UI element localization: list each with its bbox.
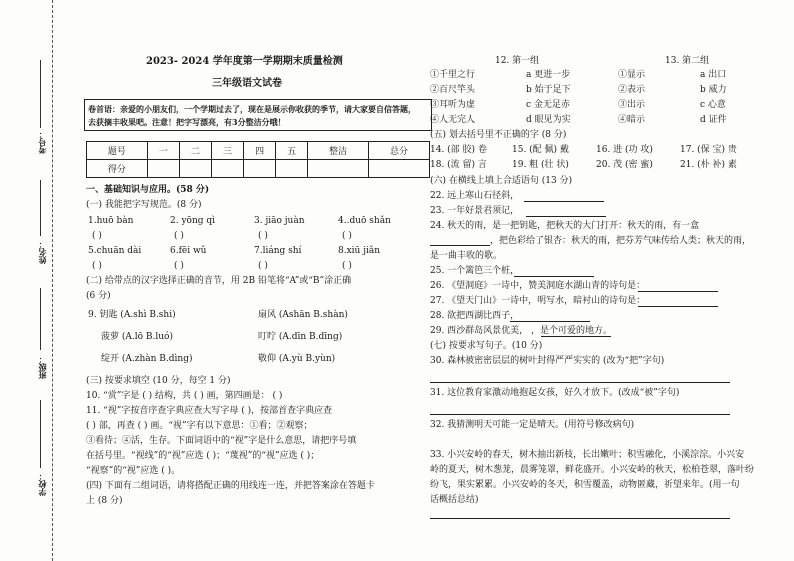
score-cell <box>179 160 211 178</box>
pronunciation-choice[interactable]: 菠萝 (A.lō B.luó) <box>101 332 173 342</box>
score-table-score-row <box>87 160 430 178</box>
question-ii-heading: (二) 给带点的汉字选择正确的音节，用 2B 铅笔将“A”或“B”涂正确 <box>86 276 352 286</box>
question-ii-score: (6 分) <box>86 291 111 301</box>
binding-cut-line <box>52 0 53 561</box>
pronunciation-choice[interactable]: 敬仰 (A.yù B.yùn) <box>258 354 336 364</box>
wrong-char-item[interactable]: 18. (流 留) 言 <box>430 160 487 170</box>
question-iv-heading: (四) 下面有二组词语，请将搭配正确的用线连一连，并把答案涂在答题卡 <box>86 481 375 491</box>
score-table-header-row <box>87 142 430 160</box>
question-25: 25. 一个篱笆三个桩， <box>430 266 520 276</box>
pinyin-7: 7.liáng shí <box>254 246 302 256</box>
question-33-line-4: 话概括总结) <box>430 495 479 505</box>
class-label: 班级： <box>37 355 47 379</box>
question-10: 10. “赏”字是 ( ) 结构，共 ( ) 画，第四画是： ( ) <box>86 391 283 401</box>
word-right[interactable]: c 心意 <box>700 100 726 110</box>
idiom-left[interactable]: ③耳听为虚 <box>430 100 476 110</box>
pinyin-5: 5.chuān dài <box>88 246 142 256</box>
score-header-cell: 三 <box>212 142 244 160</box>
notice-line-1: 卷首语：亲爱的小朋友们，一个学期过去了，现在是展示你收获的季节，请大家要自信答题， <box>88 104 416 114</box>
answer-line[interactable] <box>638 291 718 292</box>
question-24-line-2: ，把色彩给了银杏：秋天的雨，把芬芳气味传给人类；秋天的雨， <box>490 236 752 246</box>
question-24-line-1: 24. 秋天的雨，是一把钥匙，把秋天的大门打开：秋天的雨，有一盒 <box>430 221 700 231</box>
wrong-char-item[interactable]: 14. (部 胶) 卷 <box>430 145 487 155</box>
pinyin-1: 1.huō bàn <box>88 216 134 226</box>
wrong-char-item[interactable]: 16. 进 (功 攻) <box>596 145 653 155</box>
idiom-left[interactable]: ①千里之行 <box>430 70 476 80</box>
score-cell <box>244 160 276 178</box>
answer-line[interactable] <box>526 216 606 217</box>
answer-bracket[interactable]: ( ) <box>174 261 184 271</box>
question-iii-heading: (三) 按要求填空 (10 分，每空 1 分) <box>86 376 231 386</box>
question-11-line-5: “视察”的“视”应选 ( )。 <box>86 466 181 476</box>
score-header-cell: 一 <box>147 142 179 160</box>
question-31: 31. 这位教育家激动地抱起女孩，好久才放下。(改成“被”字句) <box>430 388 680 398</box>
pronunciation-choice[interactable]: 扇风 (Ashān B.shàn) <box>258 310 348 320</box>
class-line <box>40 288 41 350</box>
question-29: 29. 西沙群岛风景优美， ，是个可爱的地方。 <box>430 326 613 336</box>
idiom-right[interactable]: d 眼见为实 <box>526 115 571 125</box>
answer-line[interactable] <box>430 414 730 415</box>
question-33-line-3: 纷飞，果实累累。小兴安岭的冬天，积雪覆盖，动物匿藏，祈望来年。(用一句 <box>430 480 740 490</box>
section-1-heading: 一、基础知识与应用。(58 分) <box>86 185 210 195</box>
question-24-line-3: 是一曲丰收的歌。 <box>430 251 503 261</box>
exam-subtitle: 三年级语文试卷 <box>212 78 282 89</box>
score-header-cell: 二 <box>179 142 211 160</box>
idiom-left[interactable]: ②百尺竿头 <box>430 85 476 95</box>
question-11-line-3: ③看待；④活，生存。下面词语中的“视”字是什么意思，请把序号填 <box>86 436 357 446</box>
answer-line[interactable] <box>541 336 611 337</box>
score-header-cell: 总分 <box>369 142 430 160</box>
idiom-right[interactable]: b 始于足下 <box>526 85 571 95</box>
pinyin-2: 2. yōng qì <box>170 216 216 226</box>
wrong-char-item[interactable]: 21. (朴 补) 素 <box>680 160 737 170</box>
notice-line-2: 去获摘丰收果吧。注意！把字写漂亮，有3分整洁分哦！ <box>88 117 286 127</box>
pinyin-8: 8.xiū jiǎn <box>338 246 381 256</box>
score-header-cell: 题号 <box>87 142 148 160</box>
answer-bracket[interactable]: ( ) <box>174 231 184 241</box>
pronunciation-choice[interactable]: 绽开 (A.zhàn B.dìng) <box>101 354 193 364</box>
question-28: 28. 欲把西湖比西子， <box>430 311 520 321</box>
score-cell <box>147 160 179 178</box>
answer-line[interactable] <box>430 382 730 383</box>
question-33-line-2: 岭的夏天，树木葱茏，晨雾笼罩，鲜花盛开。小兴安岭的秋天，松柏苍翠，落叶纷 <box>430 465 755 475</box>
word-right[interactable]: b 威力 <box>700 85 727 95</box>
exam-number-line <box>40 60 41 128</box>
group-12-heading: 12. 第一组 <box>495 56 540 66</box>
wrong-char-item[interactable]: 20. 茂 (密 蜜) <box>596 160 653 170</box>
idiom-left[interactable]: ④人无完人 <box>430 115 476 125</box>
question-33-line-1: 33. 小兴安岭的春天，树木抽出新枝，长出嫩叶；积雪融化，小溪淙淙。小兴安 <box>430 450 745 460</box>
answer-line[interactable] <box>524 201 604 202</box>
answer-line[interactable] <box>510 321 590 322</box>
school-label: 学校： <box>37 472 47 496</box>
answer-line[interactable] <box>430 245 490 246</box>
pinyin-6: 6.fēi wǔ <box>170 246 207 256</box>
name-label: 姓名： <box>37 240 47 264</box>
question-i-heading: (一) 我能把字写规范。(8 分) <box>86 200 202 210</box>
word-left[interactable]: ①显示 <box>618 70 646 80</box>
question-32: 32. 我猜测明天可能一定是晴天。(用符号修改病句) <box>430 420 635 430</box>
score-header-cell: 五 <box>276 142 308 160</box>
answer-line[interactable] <box>638 306 718 307</box>
exam-number-label: 考号： <box>37 130 47 154</box>
answer-bracket[interactable]: ( ) <box>92 261 102 271</box>
answer-bracket[interactable]: ( ) <box>342 231 352 241</box>
question-11-line-4: 在括号里。“视线”的“视”应选 ( )；“蔑视”的“视”应选 ( )； <box>86 451 320 461</box>
wrong-char-item[interactable]: 15. (配 佩) 戴 <box>512 145 569 155</box>
score-row-label: 得分 <box>87 160 148 178</box>
score-cell <box>276 160 308 178</box>
question-26: 26. 《望洞庭》一诗中，赞美洞庭水湖山青的诗句是： <box>430 281 646 291</box>
name-line <box>40 180 41 236</box>
answer-bracket[interactable]: ( ) <box>92 231 102 241</box>
question-30: 30. 森林被密密层层的树叶封得严严实实的 (改为“把”字句) <box>430 356 665 366</box>
wrong-char-item[interactable]: 19. 粗 (壮 状) <box>512 160 569 170</box>
pinyin-4: 4..duō shǎn <box>338 216 391 226</box>
pronunciation-choice[interactable]: 9. 钥匙 (A.shì B.shi) <box>88 310 176 320</box>
question-11-line-2: ( ) 部，再查 ( ) 画。“视”字有以下意思：①看；②观察； <box>86 421 313 431</box>
word-left[interactable]: ④暗示 <box>618 115 646 125</box>
question-6-heading: (六) 在横线上填上合适语句 (13 分) <box>430 176 573 186</box>
school-line <box>40 400 41 468</box>
answer-bracket[interactable]: ( ) <box>342 261 352 271</box>
answer-line[interactable] <box>514 276 594 277</box>
answer-line[interactable] <box>430 518 730 519</box>
score-cell <box>308 160 369 178</box>
word-left[interactable]: ③出示 <box>618 100 646 110</box>
question-11-line-1: 11. “视”字按音序查字典应查大写字母 ( )，按部首查字典应查 <box>86 406 333 416</box>
group-13-heading: 13. 第二组 <box>665 56 710 66</box>
answer-bracket[interactable]: ( ) <box>258 231 268 241</box>
idiom-right[interactable]: c 金无足赤 <box>526 100 570 110</box>
wrong-char-item[interactable]: 17. (保 宝) 贵 <box>680 145 737 155</box>
exam-title: 2023- 2024 学年度第一学期期末质量检测 <box>146 56 343 67</box>
question-iv-score: 上 (8 分) <box>86 496 123 506</box>
idiom-right[interactable]: a 更进一步 <box>526 70 571 80</box>
pronunciation-choice[interactable]: 叮咛 (A.dīn B.dīng) <box>258 332 343 342</box>
question-7-heading: (七) 按要求写句子。(10 分) <box>430 341 543 351</box>
word-right[interactable]: a 出口 <box>700 70 727 80</box>
score-header-cell: 整洁 <box>308 142 369 160</box>
answer-bracket[interactable]: ( ) <box>258 261 268 271</box>
score-table <box>86 141 430 178</box>
question-23: 23. 一年好景君须记， <box>430 206 520 216</box>
pinyin-3: 3. jiāo juàn <box>254 216 305 226</box>
question-5-heading: (五) 划去括号里不正确的字 (8 分) <box>430 130 567 140</box>
score-cell <box>212 160 244 178</box>
score-cell <box>369 160 430 178</box>
question-27: 27. 《望天门山》一诗中，明写水，暗衬山的诗句是： <box>430 296 646 306</box>
word-left[interactable]: ②表示 <box>618 85 646 95</box>
score-header-cell: 四 <box>244 142 276 160</box>
word-right[interactable]: d 证件 <box>700 115 727 125</box>
question-22: 22. 远上寒山石径斜， <box>430 191 520 201</box>
